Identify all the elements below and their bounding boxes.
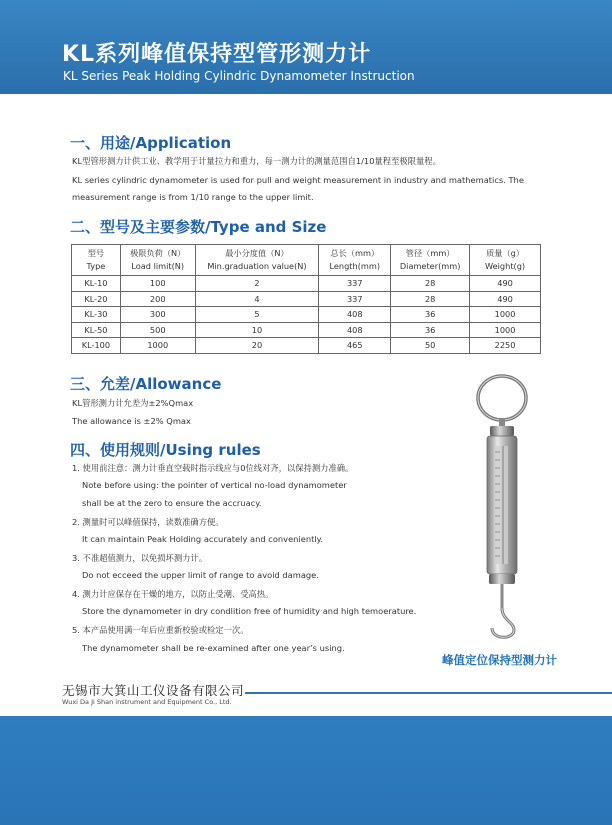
table-cell: 408 bbox=[319, 307, 391, 323]
table-cell: 2250 bbox=[470, 338, 541, 354]
rule-3-cn: 3. 不准超值测力，以免损坏测力计。 bbox=[72, 553, 208, 563]
table-header-cell: 管径（mm） Diameter(mm) bbox=[391, 245, 470, 276]
table-row bbox=[72, 322, 541, 338]
allowance-text-cn: KL管形测力计允差为±2%Qmax bbox=[72, 398, 194, 408]
table-row bbox=[72, 307, 541, 323]
table-row bbox=[72, 291, 541, 307]
table-cell: 10 bbox=[195, 322, 319, 338]
table-cell: 1000 bbox=[470, 322, 541, 338]
rules-title: 四、使用规则/Using rules bbox=[70, 441, 261, 459]
rule-5-cn: 5. 本产品使用满一年后应重新校验或检定一次。 bbox=[72, 625, 249, 635]
table-cell: 20 bbox=[195, 338, 319, 354]
table-header-cell: 型号 Type bbox=[72, 245, 121, 276]
rule-4-cn: 4. 测力计应保存在干燥的地方，以防止受潮、受高热。 bbox=[72, 589, 274, 599]
rule-3-en: Do not ecceed the upper limit of range to avoid damage. bbox=[82, 570, 319, 580]
rule-5-en: The dynamometer shall be re-examined after one year’s using. bbox=[82, 643, 345, 653]
application-text-en-1: KL series cylindric dynamometer is used for pull and weight measurement in industry and mathematics. The bbox=[72, 175, 524, 185]
spec-table bbox=[71, 244, 541, 354]
table-cell: 500 bbox=[120, 322, 195, 338]
table-cell: 337 bbox=[319, 276, 391, 292]
type-size-title: 二、型号及主要参数/Type and Size bbox=[70, 218, 327, 236]
rule-2-en: It can maintain Peak Holding accurately and conveniently. bbox=[82, 534, 324, 544]
table-cell: KL-20 bbox=[72, 291, 121, 307]
table-row bbox=[72, 276, 541, 292]
table-cell: KL-10 bbox=[72, 276, 121, 292]
table-cell: 1000 bbox=[470, 307, 541, 323]
table-cell: KL-30 bbox=[72, 307, 121, 323]
rule-1-en-1: Note before using: the pointer of vertical no-load dynamometer bbox=[82, 480, 347, 490]
application-text-cn: KL型管形测力计供工业、教学用于计量拉力和重力，每一测力计的测量范围自1/10量程至极限量程。 bbox=[72, 156, 441, 166]
table-cell: 337 bbox=[319, 291, 391, 307]
product-caption: 峰值定位保持型测力计 bbox=[442, 653, 557, 667]
application-text-en-2: measurement range is from 1/10 range to the upper limit. bbox=[72, 192, 314, 202]
table-header-cell: 质量（g） Weight(g) bbox=[470, 245, 541, 276]
application-title: 一、用途/Application bbox=[70, 134, 232, 152]
table-row bbox=[72, 338, 541, 354]
table-cell: 490 bbox=[470, 291, 541, 307]
table-cell: 2 bbox=[195, 276, 319, 292]
table-header-cell: 最小分度值（N） Min.graduation value(N) bbox=[195, 245, 319, 276]
page-title: KL系列峰值保持型管形测力计 bbox=[62, 42, 372, 67]
table-cell: 5 bbox=[195, 307, 319, 323]
rule-2-cn: 2. 测量时可以峰值保持，读数准确方便。 bbox=[72, 517, 224, 527]
dynamometer-image bbox=[462, 372, 542, 644]
rule-4-en: Store the dynamometer in dry condlition free of humidity and high temoerature. bbox=[82, 606, 417, 616]
table-cell: KL-50 bbox=[72, 322, 121, 338]
table-cell: 1000 bbox=[120, 338, 195, 354]
company-divider bbox=[245, 692, 612, 694]
table-cell: 36 bbox=[391, 307, 470, 323]
table-header-row bbox=[72, 245, 541, 276]
table-cell: 28 bbox=[391, 291, 470, 307]
rule-1-en-2: shall be at the zero to ensure the accruacy. bbox=[82, 498, 262, 508]
table-cell: KL-100 bbox=[72, 338, 121, 354]
table-cell: 100 bbox=[120, 276, 195, 292]
allowance-title: 三、允差/Allowance bbox=[70, 375, 222, 393]
table-cell: 4 bbox=[195, 291, 319, 307]
table-cell: 200 bbox=[120, 291, 195, 307]
table-cell: 50 bbox=[391, 338, 470, 354]
table-cell: 465 bbox=[319, 338, 391, 354]
company-name-cn: 无锡市大箕山工仪设备有限公司 bbox=[62, 683, 245, 698]
table-cell: 408 bbox=[319, 322, 391, 338]
allowance-text-en: The allowance is ±2% Qmax bbox=[72, 416, 191, 426]
table-header-cell: 总长（mm） Length(mm) bbox=[319, 245, 391, 276]
header-banner bbox=[0, 0, 612, 94]
company-name-en: Wuxi Da Ji Shan instrument and Equipment Co., Ltd. bbox=[62, 698, 232, 706]
table-cell: 490 bbox=[470, 276, 541, 292]
table-cell: 28 bbox=[391, 276, 470, 292]
page-subtitle: KL Series Peak Holding Cylindric Dynamometer Instruction bbox=[63, 69, 415, 83]
footer-banner bbox=[0, 716, 612, 825]
table-header-cell: 极限负荷（N） Load limit(N) bbox=[120, 245, 195, 276]
table-cell: 300 bbox=[120, 307, 195, 323]
table-cell: 36 bbox=[391, 322, 470, 338]
rule-1-cn: 1. 使用前注意：测力计垂直空载时指示线应与0位线对齐，以保持测力准确。 bbox=[72, 463, 354, 473]
